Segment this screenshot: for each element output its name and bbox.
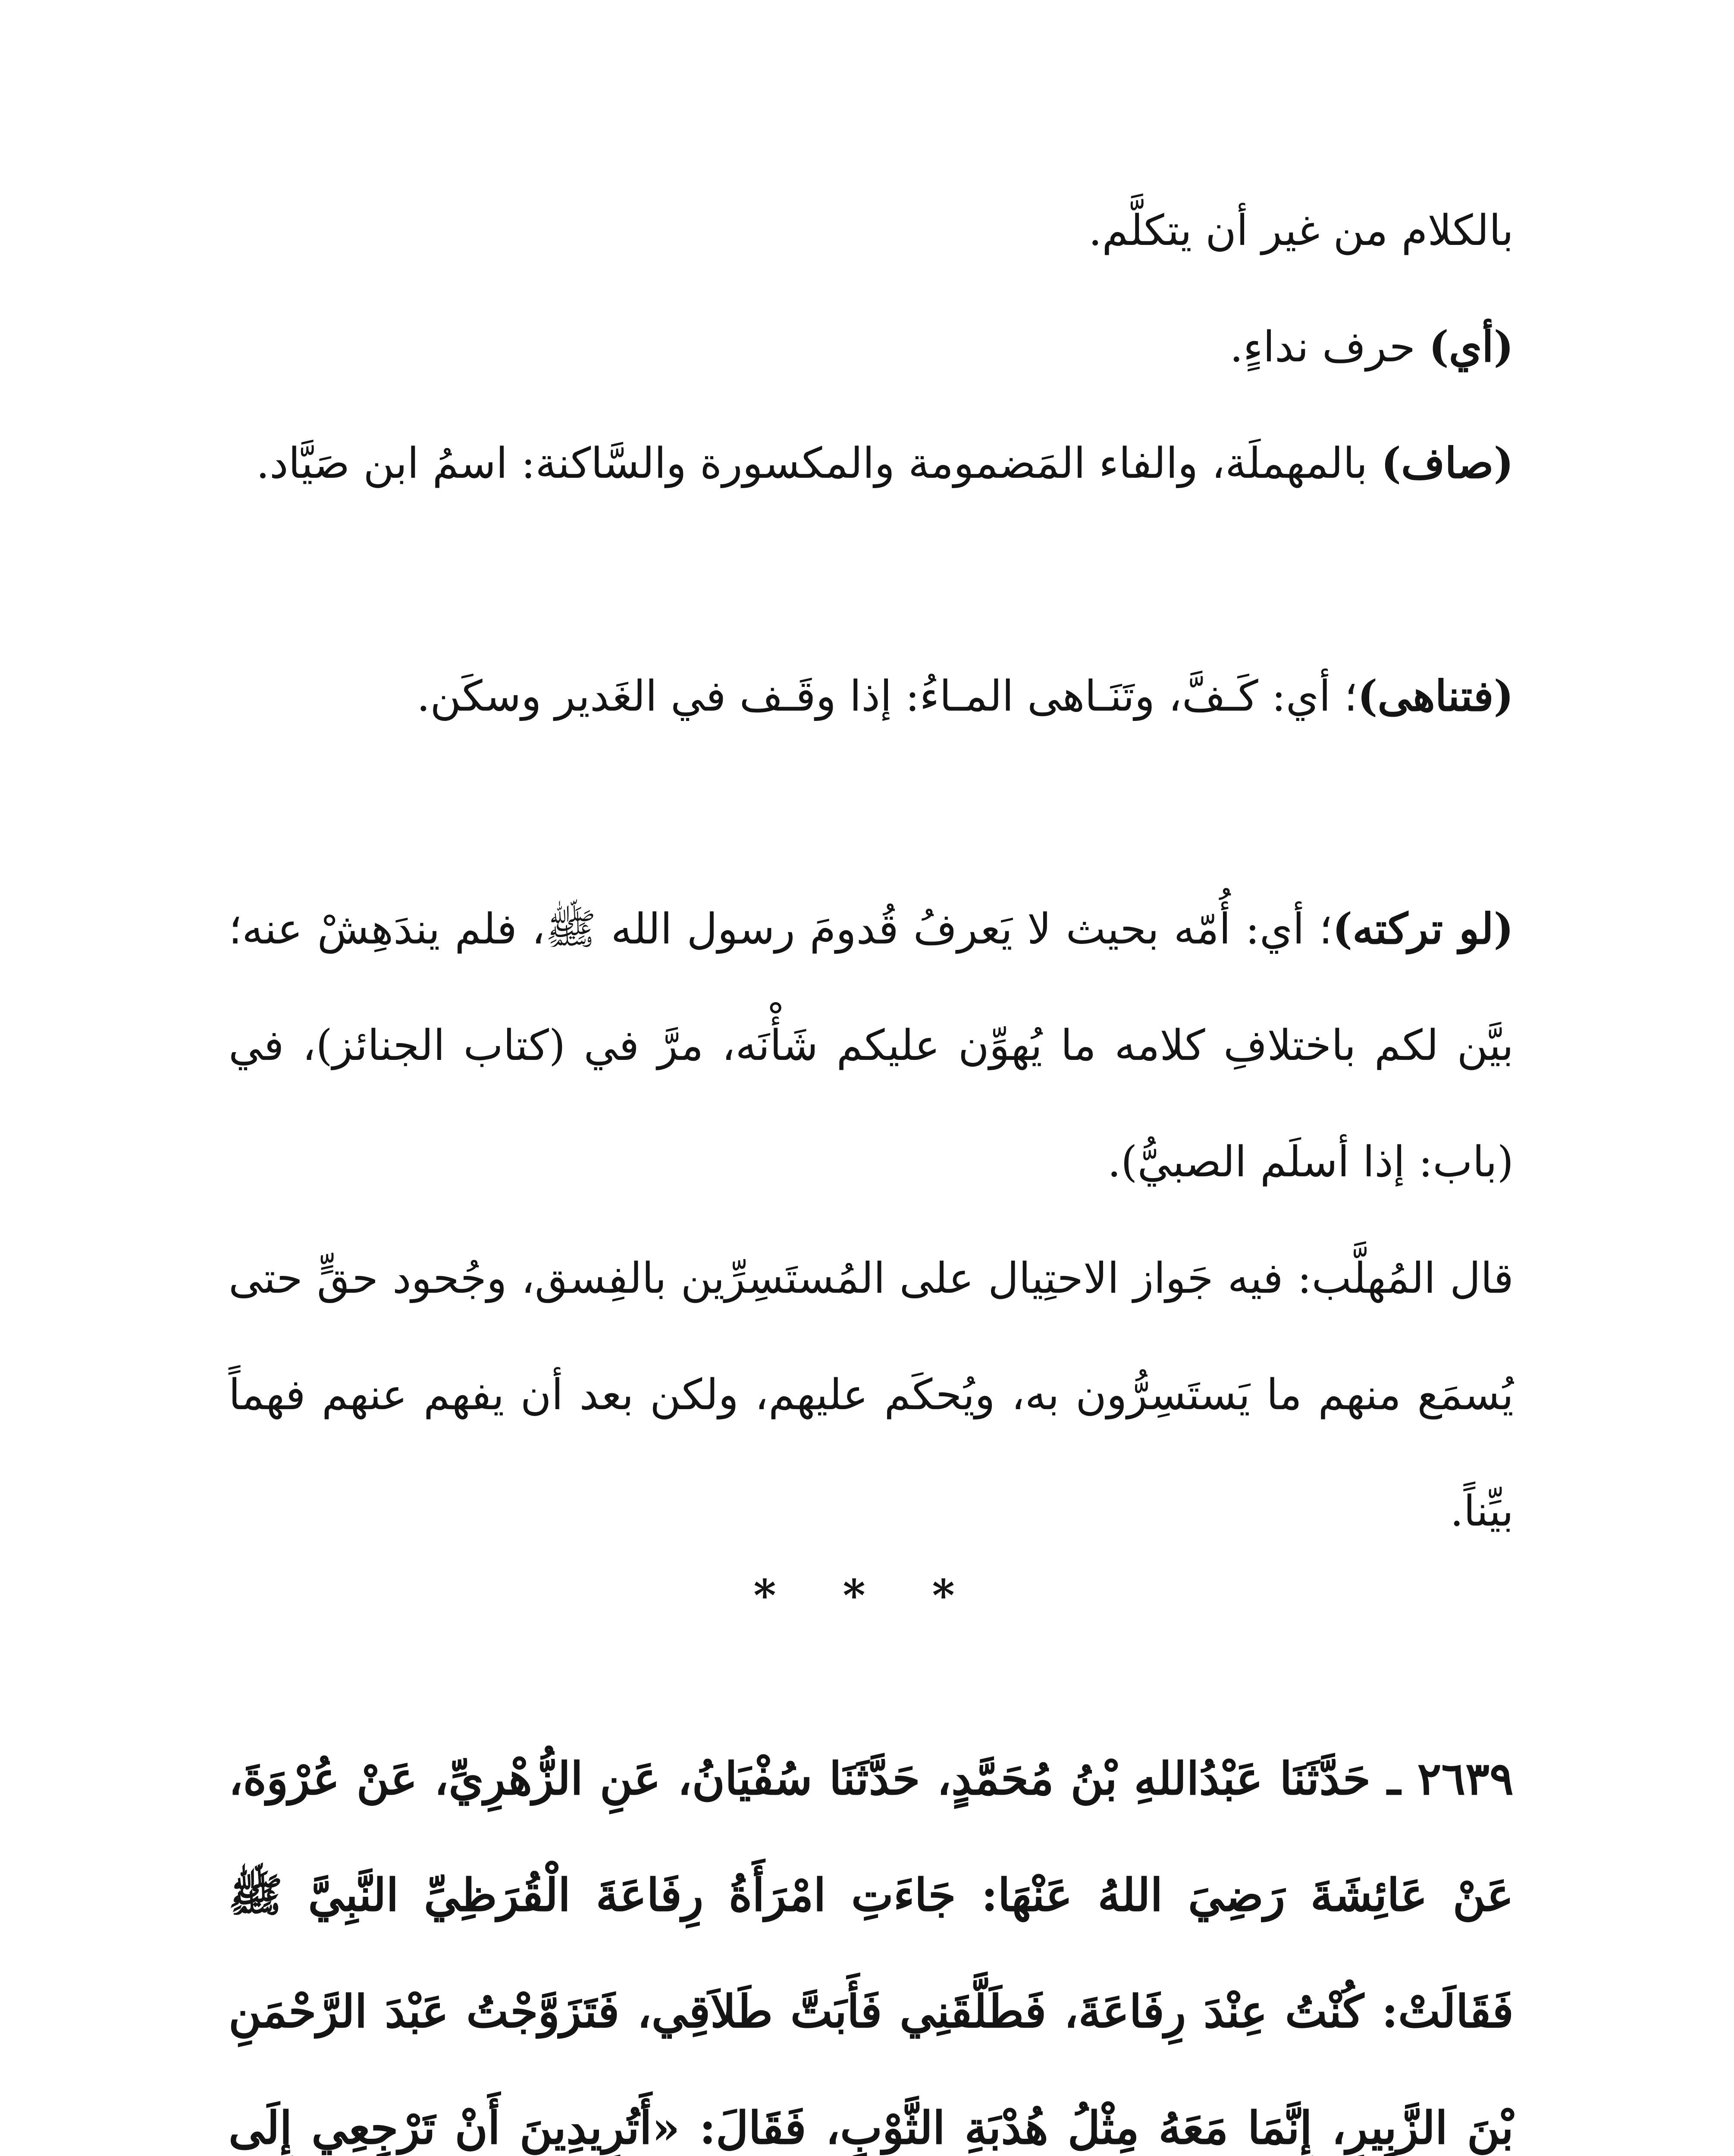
paragraph-text: بالكلام من غير أن يتكلَّم. bbox=[1088, 206, 1514, 255]
paragraph-text: قال المُهلَّب: فيه جَواز الاحتِيال على المُستَسِرِّين بالفِسق، وجُحود حقٍّ حتى يُسمَع منهم ما يَستَسِرُّون به، ويُحكَم عليهم، ولكن بعد أن يفهم عنهم فهماً بيِّناً. bbox=[229, 1254, 1514, 1536]
commentary-paragraph bbox=[229, 405, 1514, 522]
commentary-paragraph bbox=[229, 289, 1514, 405]
term-heading: (فتناهى) bbox=[1358, 671, 1514, 721]
hadith-text: ٢٦٣٩ ـ حَدَّثَنَا عَبْدُاللهِ بْنُ مُحَمَّدٍ، حَدَّثَنَا سُفْيَانُ، عَنِ الزُّهْرِيِّ، عَنْ عُرْوَةَ، عَنْ عَائِشَةَ رَضِيَ اللهُ عَنْهَا: جَاءَتِ امْرَأَةُ رِفَاعَةَ الْقُرَظِيِّ النَّبِيَّ ﷺ فَقَالَتْ: كُنْتُ عِنْدَ رِفَاعَةَ، فَطَلَّقَنِي فَأَبَتَّ طَلاَقِي، فَتَزَوَّجْتُ عَبْدَ الرَّحْمَنِ بْنَ الزَّبِيرِ، إِنَّمَا مَعَهُ مِثْلُ هُدْبَةِ الثَّوْبِ، فَقَالَ: «أَتُرِيدِينَ أَنْ تَرْجِعِي إِلَى bbox=[229, 1752, 1514, 2154]
commentary-paragraph bbox=[229, 871, 1514, 1220]
term-heading: (صاف) bbox=[1381, 439, 1514, 488]
paragraph-text: ؛ أي: كَـفَّ، وتَنَـاهى المـاءُ: إذا وقَـف في الغَدير وسكَن. bbox=[417, 672, 1358, 721]
paragraph-text: بالمهملَة، والفاء المَضمومة والمكسورة والسَّاكنة: اسمُ ابن صَيَّاد. bbox=[256, 439, 1381, 488]
term-heading: (أي) bbox=[1429, 322, 1514, 372]
paragraph-text: حرف نداءٍ. bbox=[1229, 323, 1429, 372]
section-separator: * * * bbox=[753, 1570, 981, 1621]
paragraph-text: ؛ أي: أُمّه بحيث لا يَعرفُ قُدومَ رسول الله ﷺ، فلم يندَهِشْ عنه؛ بيَّن لكم باختلافِ كلامه ما يُهوِّن عليكم شَأْنَه، مرَّ في (كتاب الجنائز)، في (باب: إذا أسلَم الصبيُّ). bbox=[229, 905, 1514, 1187]
term-heading: (لو تركته) bbox=[1332, 904, 1514, 954]
commentary-paragraph bbox=[229, 1220, 1514, 1570]
commentary-paragraph bbox=[229, 172, 1514, 289]
commentary-paragraph bbox=[229, 638, 1514, 755]
